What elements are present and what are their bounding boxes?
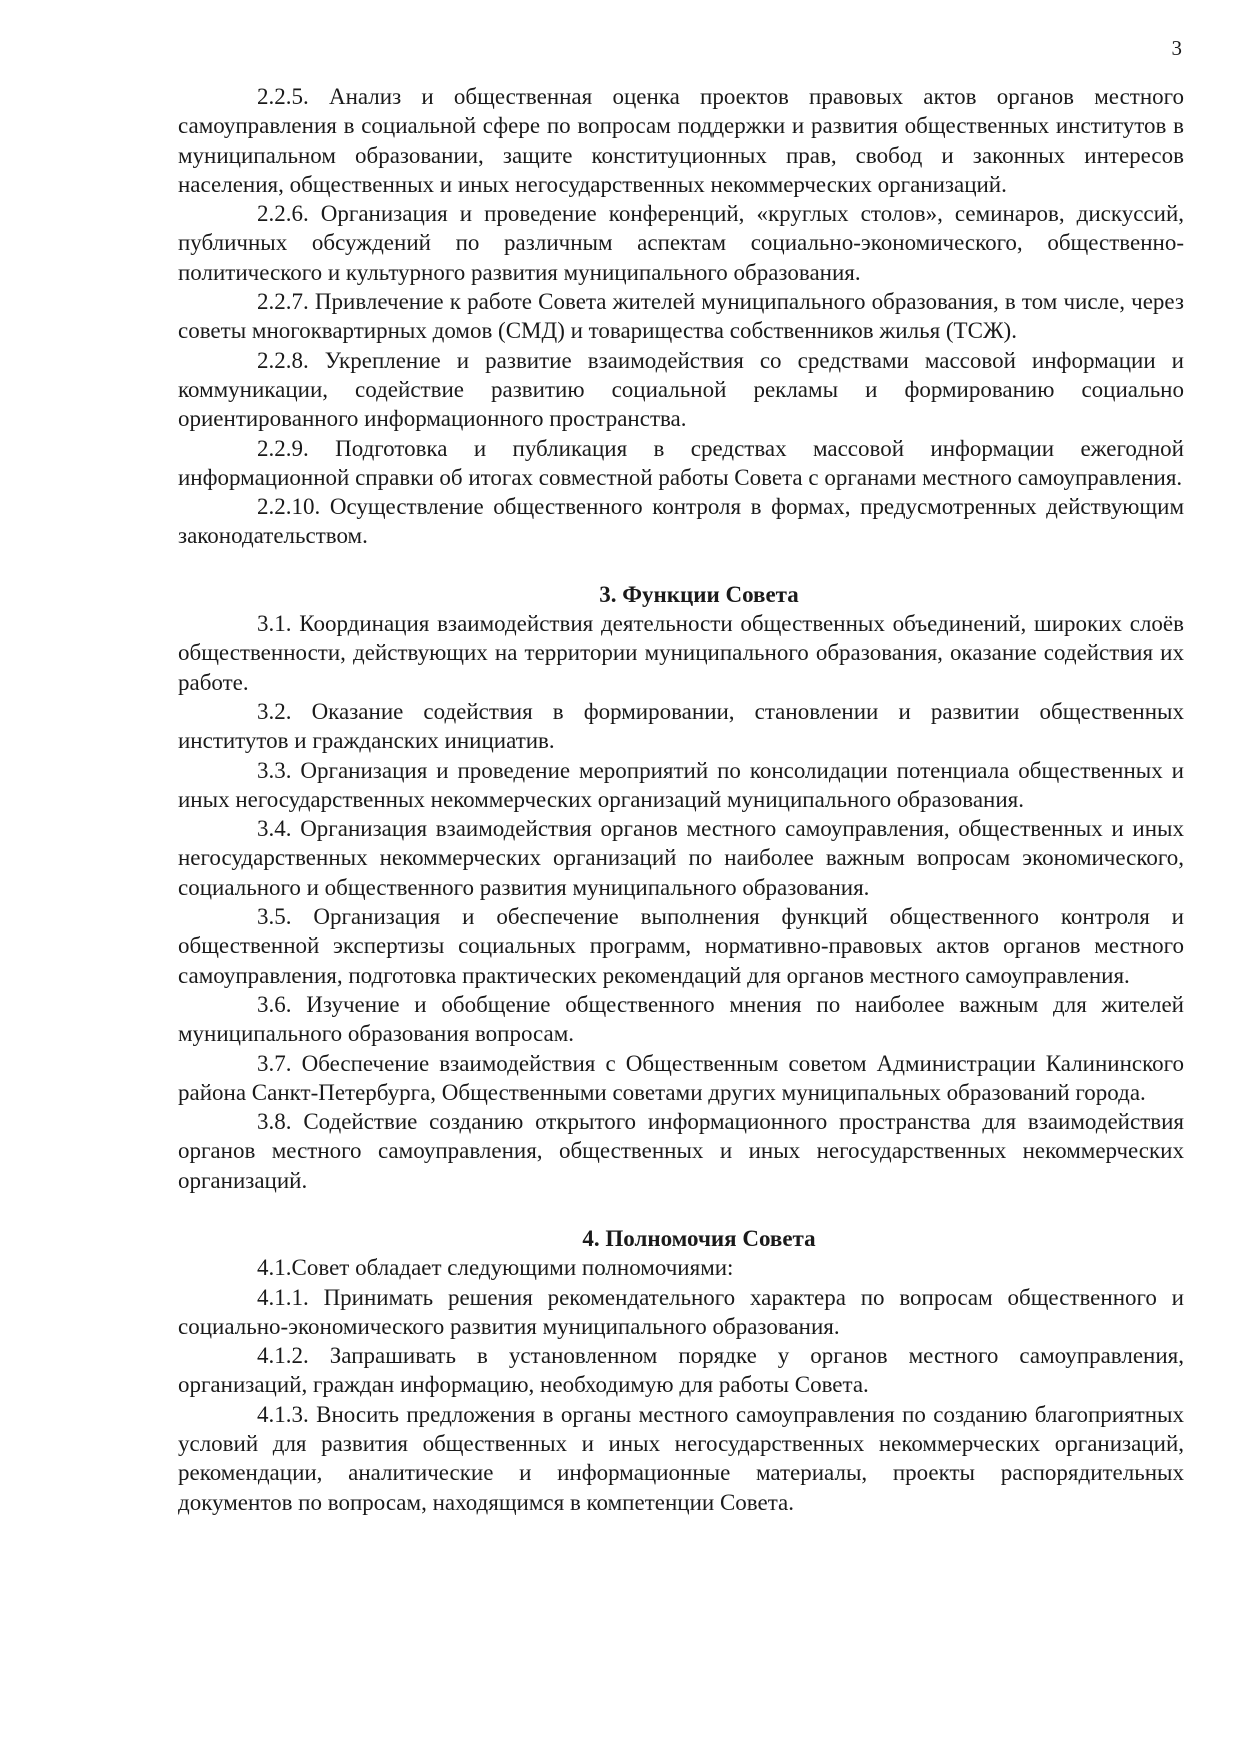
clause-3-7: 3.7. Обеспечение взаимодействия с Общественным советом Администрации Калининского района Санкт-Петербурга, Общественными советами других муниципальных образований города. <box>178 1050 1184 1105</box>
clause-4-1-3: 4.1.3. Вносить предложения в органы местного самоуправления по созданию благоприятных условий для развития общественных и иных негосударственных некоммерческих организаций, рекомендации, аналитические и информационные материалы, проекты распорядительных документов по вопросам, находящимся в компетенции Совета. <box>178 1401 1184 1515</box>
clause-4-1-1: 4.1.1. Принимать решения рекомендательного характера по вопросам общественного и социально-экономического развития муниципального образования. <box>178 1284 1184 1339</box>
clause-2-2-5: 2.2.5. Анализ и общественная оценка проектов правовых актов органов местного самоуправления в социальной сфере по вопросам поддержки и развития общественных институтов в муниципальном образовании, защите конституционных прав, свобод и законных интересов населения, общественных и иных негосударственных некоммерческих организаций. <box>178 84 1184 197</box>
clause-2-2-6: 2.2.6. Организация и проведение конференций, «круглых столов», семинаров, дискуссий, публичных обсуждений по различным аспектам социально-экономического, общественно-политического и культурного развития муниципального образования. <box>178 201 1184 285</box>
clause-3-5: 3.5. Организация и обеспечение выполнения функций общественного контроля и общественной экспертизы социальных программ, нормативно-правовых актов органов местного самоуправления, подготовка практических рекомендаций для органов местного самоуправления. <box>178 904 1184 988</box>
clause-2-2-8: 2.2.8. Укрепление и развитие взаимодействия со средствами массовой информации и коммуникации, содействие развитию социальной рекламы и формированию социально ориентированного информационного пространства. <box>178 347 1184 432</box>
clause-3-3: 3.3. Организация и проведение мероприятий по консолидации потенциала общественных и иных негосударственных некоммерческих организаций муниципального образования. <box>178 757 1184 812</box>
clause-2-2-7: 2.2.7. Привлечение к работе Совета жителей муниципального образования, в том числе, через советы многоквартирных домов (СМД) и товарищества собственников жилья (ТСЖ). <box>178 289 1184 344</box>
clause-4-1-2: 4.1.2. Запрашивать в установленном порядке у органов местного самоуправления, организаций, граждан информацию, необходимую для работы Совета. <box>178 1343 1184 1398</box>
clause-3-1: 3.1. Координация взаимодействия деятельности общественных объединений, широких слоёв общественности, действующих на территории муниципального образования, оказание содействия их работе. <box>178 611 1184 695</box>
clause-4-1: 4.1.Совет обладает следующими полномочиями: <box>257 1255 734 1281</box>
clause-2-2-9: 2.2.9. Подготовка и публикация в средствах массовой информации ежегодной информационной справки об итогах совместной работы Совета с органами местного самоуправления. <box>178 435 1184 490</box>
clause-3-2: 3.2. Оказание содействия в формировании, становлении и развитии общественных институтов и гражданских инициатив. <box>178 698 1184 754</box>
page-number: 3 <box>1171 36 1182 60</box>
clause-3-8: 3.8. Содействие созданию открытого информационного пространства для взаимодействия органов местного самоуправления, общественных и иных негосударственных некоммерческих организаций. <box>178 1109 1184 1193</box>
section-4-heading: 4. Полномочия Совета <box>582 1225 816 1251</box>
clause-3-4: 3.4. Организация взаимодействия органов местного самоуправления, общественных и иных негосударственных некоммерческих организаций по наиболее важным вопросам экономического, социального и общественного развития муниципального образования. <box>178 816 1184 900</box>
section-3-heading: 3. Функции Совета <box>599 581 799 607</box>
clause-2-2-10: 2.2.10. Осуществление общественного контроля в формах, предусмотренных действующим законодательством. <box>178 494 1184 549</box>
clause-3-6: 3.6. Изучение и обобщение общественного мнения по наиболее важным для жителей муниципального образования вопросам. <box>178 991 1184 1047</box>
